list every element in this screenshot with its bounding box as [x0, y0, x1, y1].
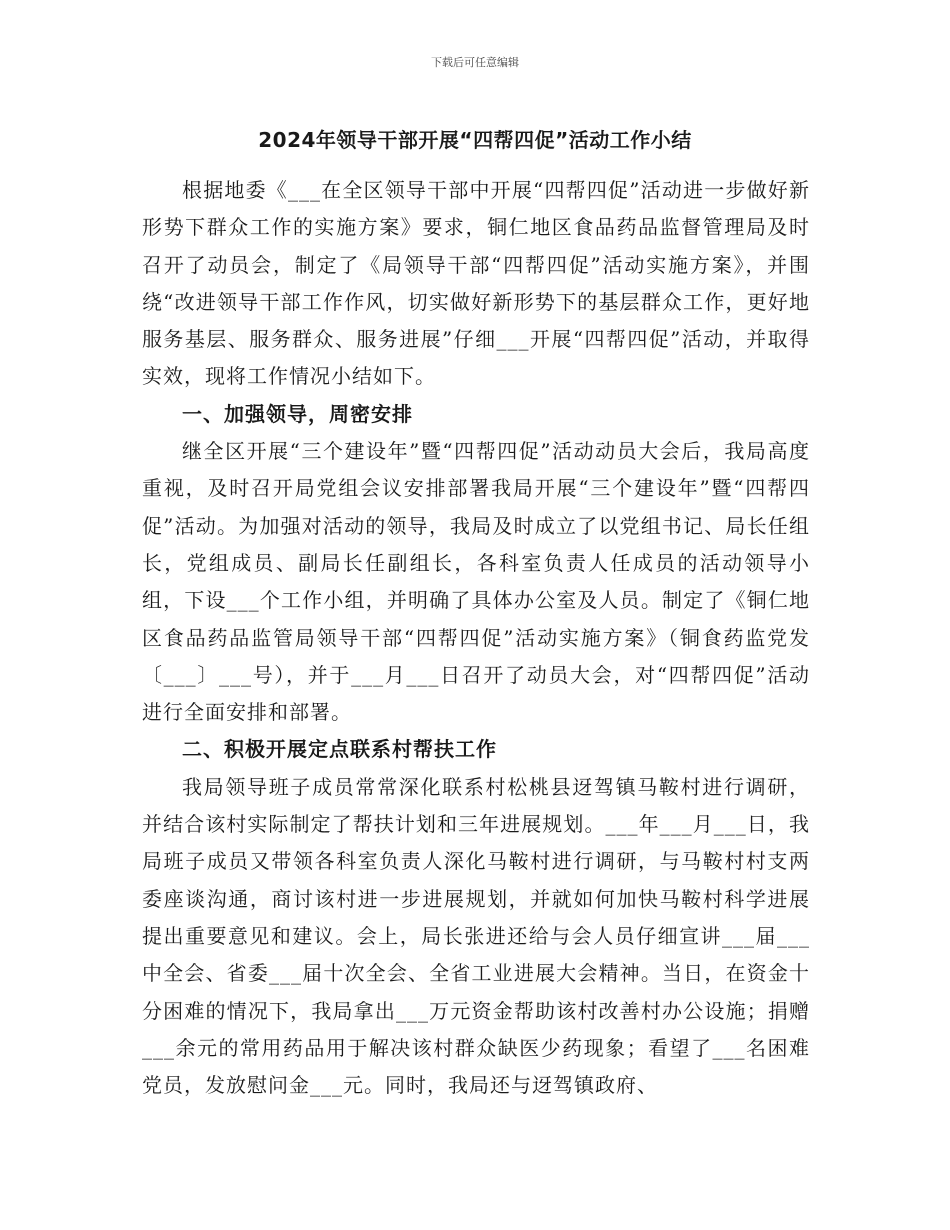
paragraph-section-2: 我局领导班子成员常常深化联系村松桃县迓驾镇马鞍村进行调研，并结合该村实际制定了帮扶计划和三年进展规划。___年___月___日，我局班子成员又带领各科室负责人深化马鞍村进行调研，与马鞍村村支两委座谈沟通，商讨该村进一步进展规划，并就如何加快马鞍村科学进展提出重要意见和建议。会上，局长张进还给与会人员仔细宣讲___届___中全会、省委___届十次全会、全省工业进展大会精神。当日，在资金十分困难的情况下，我局拿出___万元资金帮助该村改善村办公设施；捐赠___余元的常用药品用于解决该村群众缺医少药现象；看望了___名困难党员，发放慰问金___元。同时，我局还与迓驾镇政府、 — [142, 774, 810, 1098]
section-heading-1: 一、加强领导，周密安排 — [182, 401, 413, 426]
header-note: 下载后可任意编辑 — [431, 56, 519, 69]
paragraph-section-1: 继全区开展“三个建设年”暨“四帮四促”活动动员大会后，我局高度重视，及时召开局党组会议安排部署我局开展“三个建设年”暨“四帮四促”活动。为加强对活动的领导，我局及时成立了以党组书记、局长任组长，党组成员、副局长任副组长，各科室负责人任成员的活动领导小组，下设___个工作小组，并明确了具体办公室及人员。制定了《铜仁地区食品药品监管局领导干部“四帮四促”活动实施方案》（铜食药监党发〔___〕___号），并于___月___日召开了动员大会，对“四帮四促”活动进行全面安排和部署。 — [142, 439, 810, 725]
document-body — [142, 172, 810, 1104]
paragraph-intro: 根据地委《___在全区领导干部中开展“四帮四促”活动进一步做好新形势下群众工作的实施方案》要求，铜仁地区食品药品监督管理局及时召开了动员会，制定了《局领导干部“四帮四促”活动实施方案》，并围绕“改进领导干部工作作风，切实做好新形势下的基层群众工作，更好地服务基层、服务群众、服务进展”仔细___开展“四帮四促”活动，并取得实效，现将工作情况小结如下。 — [142, 178, 810, 389]
document-title: 2024年领导干部开展“四帮四促”活动工作小结 — [258, 128, 692, 152]
section-heading-2: 二、积极开展定点联系村帮扶工作 — [182, 737, 497, 762]
